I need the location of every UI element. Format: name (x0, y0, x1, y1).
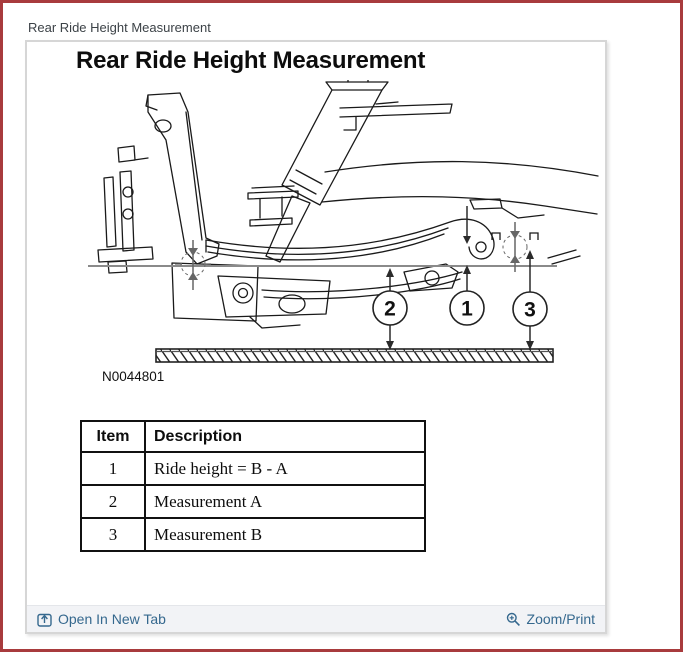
ground-bar (156, 349, 553, 362)
row-description: Measurement A (145, 485, 425, 518)
measurement-arrows (386, 206, 534, 350)
open-in-new-tab-label: Open In New Tab (58, 611, 166, 627)
callout-1 (450, 291, 484, 325)
leaf-spring (206, 219, 494, 260)
measure-point-right (492, 222, 538, 272)
content-panel (25, 40, 607, 634)
footer-bar (27, 605, 605, 632)
svg-text:1: 1 (461, 297, 473, 321)
figure-number: N0044801 (102, 369, 165, 384)
row-item: 1 (81, 452, 145, 485)
row-description: Ride height = B - A (145, 452, 425, 485)
callout-3 (513, 292, 547, 326)
svg-text:3: 3 (524, 298, 536, 322)
row-item: 2 (81, 485, 145, 518)
svg-text:2: 2 (384, 297, 396, 321)
open-in-new-tab-icon (37, 612, 52, 627)
frame-rail (322, 162, 598, 264)
stabilizer-bracket (98, 146, 153, 273)
table-row (81, 518, 425, 551)
row-item: 3 (81, 518, 145, 551)
page-title: Rear Ride Height Measurement (28, 20, 211, 35)
row-description: Measurement B (145, 518, 425, 551)
bump-stop-bracket (248, 186, 298, 226)
table-row (81, 452, 425, 485)
header-item: Item (81, 421, 145, 452)
header-description: Description (145, 421, 425, 452)
front-spring-hanger (146, 93, 219, 264)
axle-mount (172, 263, 330, 328)
lower-link (262, 264, 462, 299)
open-in-new-tab-link[interactable] (37, 611, 166, 627)
suspension-diagram (28, 80, 604, 388)
panel-heading: Rear Ride Height Measurement (76, 47, 426, 74)
table-header-row (81, 421, 425, 452)
zoom-print-link[interactable] (506, 611, 595, 627)
table-row (81, 485, 425, 518)
frame-crossmember (340, 102, 452, 130)
zoom-print-label: Zoom/Print (526, 611, 595, 627)
callout-2 (373, 291, 407, 325)
item-description-table (80, 420, 426, 552)
zoom-icon (506, 612, 521, 627)
